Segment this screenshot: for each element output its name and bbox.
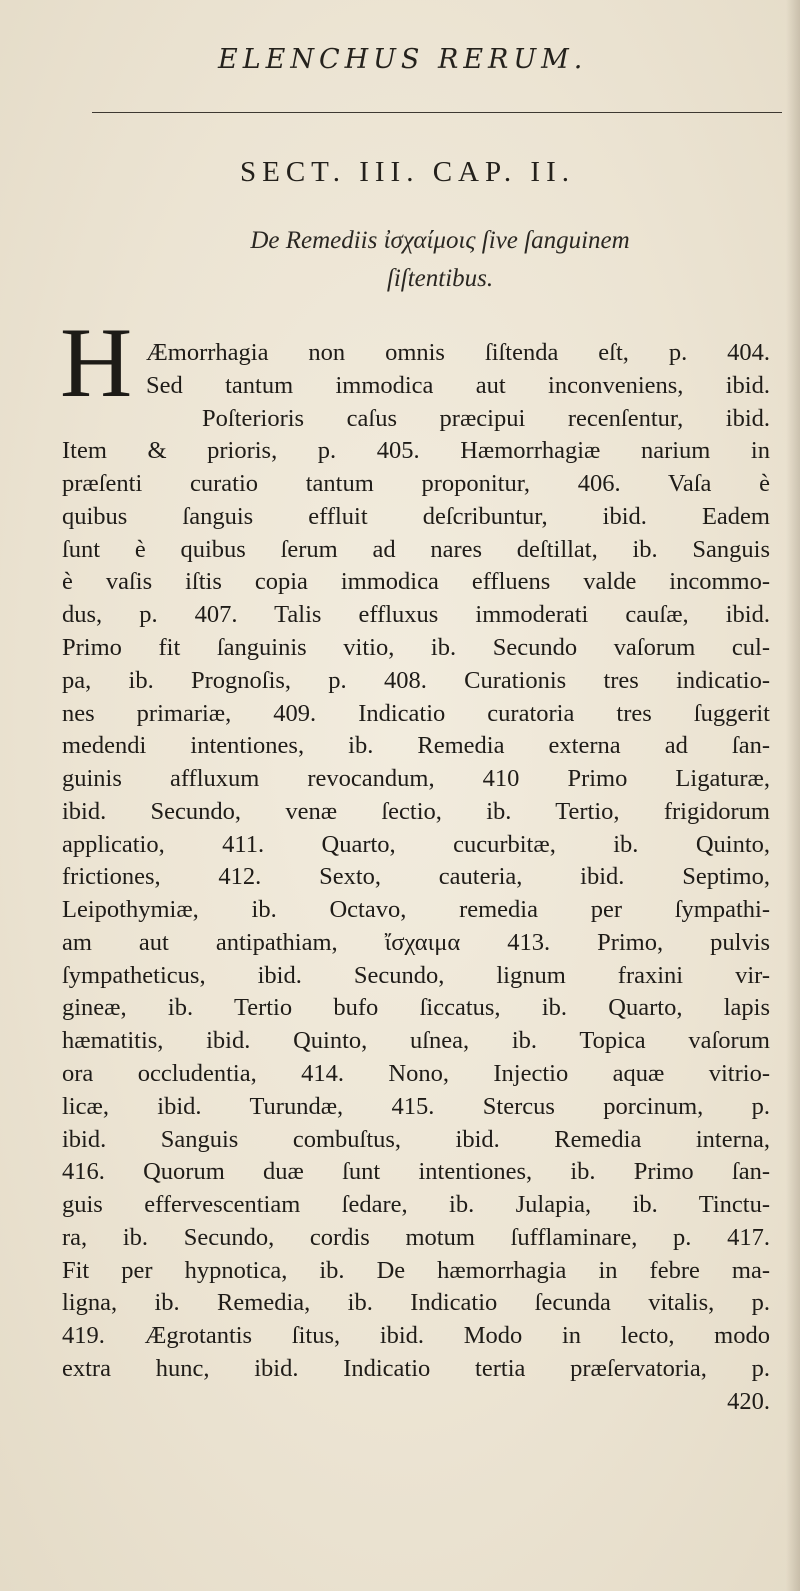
text-line-6: quibus ſanguis effluit deſcribuntur, ibid. Eadem	[62, 503, 770, 530]
text-line-32: extra hunc, ibid. Indicatio tertia præſervatoria, p.	[62, 1355, 770, 1382]
text-line-9: dus, p. 407. Talis effluxus immoderati cauſæ, ibid.	[62, 601, 770, 628]
text-line-29: Fit per hypnotica, ib. De hæmorrhagia in febre ma-	[62, 1257, 770, 1284]
drop-cap: H	[60, 307, 133, 418]
text-line-16: applicatio, 411. Quarto, cucurbitæ, ib. Quinto,	[62, 831, 770, 858]
section-subtitle	[150, 222, 730, 298]
text-line-33: 420.	[727, 1388, 770, 1415]
text-line-15: ibid. Secundo, venæ ſectio, ib. Tertio, frigidorum	[62, 798, 770, 825]
text-line-12: nes primariæ, 409. Indicatio curatoria tres ſuggerit	[62, 700, 770, 727]
subtitle-line-1: De Remediis ἰσχαίμοις ſive ſanguinem	[250, 227, 630, 254]
text-line-19: am aut antipathiam, ἴσχαιμα 413. Primo, pulvis	[62, 929, 770, 956]
text-line-7: ſunt è quibus ſerum ad nares deſtillat, ib. Sanguis	[62, 536, 770, 563]
text-line-1: Æmorrhagia non omnis ſiſtenda eſt, p. 404.	[146, 339, 770, 366]
text-line-4: Item & prioris, p. 405. Hæmorrhagiæ narium in	[62, 437, 770, 464]
subtitle-line-2: ſiſtentibus.	[386, 265, 494, 292]
text-line-27: guis effervescentiam ſedare, ib. Julapia, ib. Tinctu-	[62, 1191, 770, 1218]
text-line-17: frictiones, 412. Sexto, cauteria, ibid. Septimo,	[62, 863, 770, 890]
text-line-24: licæ, ibid. Turundæ, 415. Stercus porcinum, p.	[62, 1093, 770, 1120]
text-line-30: ligna, ib. Remedia, ib. Indicatio ſecunda vitalis, p.	[62, 1289, 770, 1316]
text-line-18: Leipothymiæ, ib. Octavo, remedia per ſympathi-	[62, 896, 770, 923]
text-line-23: ora occludentia, 414. Nono, Injectio aquæ vitrio-	[62, 1060, 770, 1087]
text-line-22: hæmatitis, ibid. Quinto, uſnea, ib. Topica vaſorum	[62, 1027, 770, 1054]
text-line-28: ra, ib. Secundo, cordis motum ſufflaminare, p. 417.	[62, 1224, 770, 1251]
text-line-11: pa, ib. Prognoſis, p. 408. Curationis tres indicatio-	[62, 667, 770, 694]
text-line-21: gineæ, ib. Tertio bufo ſiccatus, ib. Quarto, lapis	[62, 994, 770, 1021]
text-line-2: Sed tantum immodica aut inconveniens, ibid.	[146, 372, 770, 399]
text-line-13: medendi intentiones, ib. Remedia externa ad ſan-	[62, 732, 770, 759]
text-line-25: ibid. Sanguis combuſtus, ibid. Remedia interna,	[62, 1126, 770, 1153]
text-line-8: è vaſis iſtis copia immodica effluens valde incommo-	[62, 568, 770, 595]
text-line-10: Primo fit ſanguinis vitio, ib. Secundo vaſorum cul-	[62, 634, 770, 661]
header-rule	[92, 112, 782, 113]
running-head: ELENCHUS RERUM.	[218, 44, 588, 75]
text-line-5: præſenti curatio tantum proponitur, 406. Vaſa è	[62, 470, 770, 497]
text-line-3: Poſterioris caſus præcipui recenſentur, ibid.	[202, 405, 770, 432]
text-line-20: ſympatheticus, ibid. Secundo, lignum fraxini vir-	[62, 962, 770, 989]
text-line-31: 419. Ægrotantis ſitus, ibid. Modo in lecto, modo	[62, 1322, 770, 1349]
page-edge-shadow	[786, 0, 800, 1591]
text-line-14: guinis affluxum revocandum, 410 Primo Ligaturæ,	[62, 765, 770, 792]
section-title: SECT. III. CAP. II.	[240, 156, 575, 188]
text-line-26: 416. Quorum duæ ſunt intentiones, ib. Primo ſan-	[62, 1158, 770, 1185]
